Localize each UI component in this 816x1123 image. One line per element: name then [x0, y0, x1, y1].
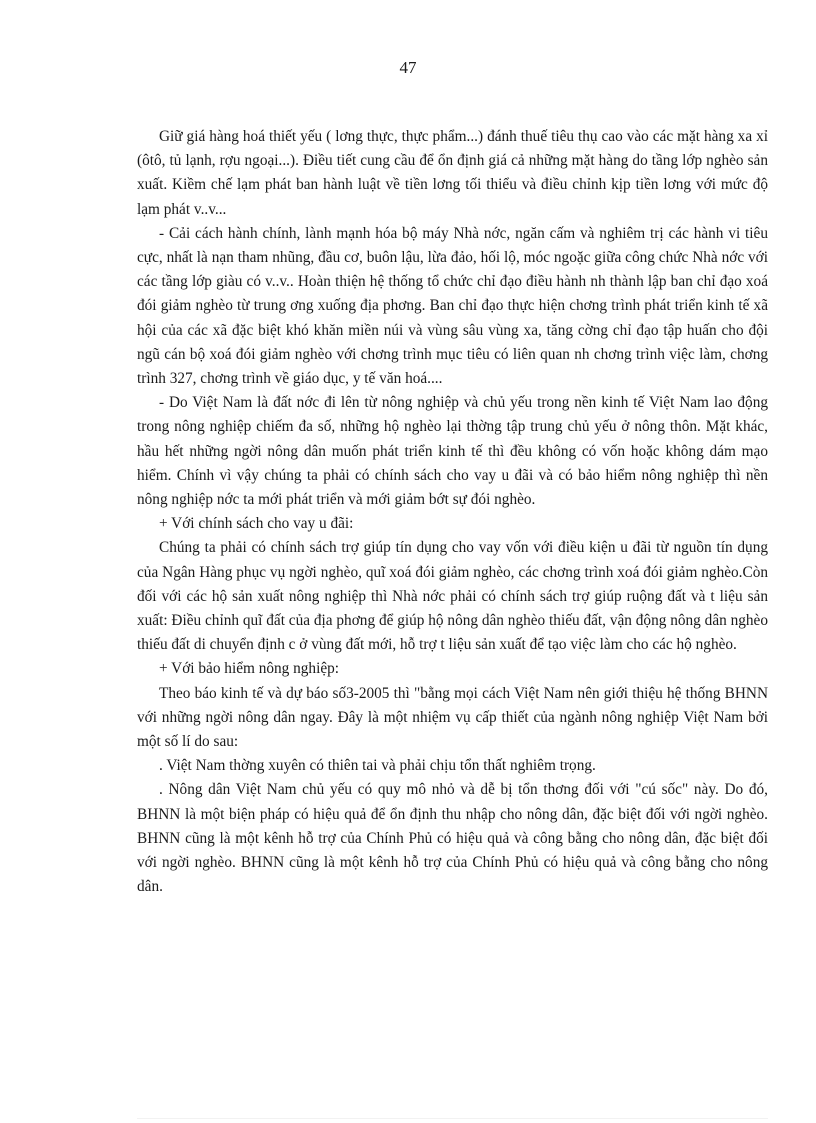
subheading-preferential-loans: + Với chính sách cho vay u đãi: [159, 515, 354, 533]
paragraph-insurance-intro: Theo báo kinh tế và dự báo số3-2005 thì "bằng mọi cách Việt Nam nên giới thiệu hệ thống BHNN với những ngời nông dân ngay. Đây là một nhiệm vụ cấp thiết của ngành nông nghiệp Việt Nam bởi một số lí do sau: [137, 684, 768, 751]
subheading-agricultural-insurance: + Với bảo hiểm nông nghiệp: [159, 660, 340, 678]
page-bottom-edge [137, 1118, 768, 1119]
paragraph-credit-support: Chúng ta phải có chính sách trợ giúp tín dụng cho vay vốn với điều kiện u đãi từ nguồn tín dụng của Ngân Hàng phục vụ ngời nghèo, quĩ xoá đói giảm nghèo, các chơng trình xoá đói giảm nghèo.Còn đối với các hộ sản xuất nông nghiệp thì Nhà nớc phải có chính sách trợ giúp ruộng đất và t liệu sản xuất: Điều chỉnh quĩ đất của địa phơng để giúp hộ nông dân nghèo thiếu đất, vận động nông dân nghèo thiếu đất di chuyển định c ở vùng đất mới, hỗ trợ t liệu sản xuất để tạo việc làm cho các hộ nghèo. [137, 539, 768, 654]
paragraph-price-control: Giữ giá hàng hoá thiết yếu ( lơng thực, thực phẩm...) đánh thuế tiêu thụ cao vào các mặt hàng xa xỉ (ôtô, tủ lạnh, rợu ngoại...). Điều tiết cung cầu để ổn định giá cả những mặt hàng do tầng lớp nghèo sản xuất. Kiềm chế lạm phát ban hành luật về tiền lơng tối thiểu và điều chỉnh kịp tiền lơng với mức độ lạm phát v..v... [137, 128, 768, 218]
paragraph-reason-disasters: . Việt Nam thờng xuyên có thiên tai và phải chịu tổn thất nghiêm trọng. [159, 757, 596, 775]
paragraph-administrative-reform: - Cải cách hành chính, lành mạnh hóa bộ máy Nhà nớc, ngăn cấm và nghiêm trị các hành vi tiêu cực, nhất là nạn tham nhũng, đầu cơ, buôn lậu, lừa đảo, hối lộ, móc ngoặc giữa công chức Nhà nớc với các tầng lớp giàu có v..v.. Hoàn thiện hệ thống tổ chức chỉ đạo điều hành nh thành lập ban chỉ đạo xoá đói giảm nghèo từ trung ơng xuống địa phơng. Ban chỉ đạo thực hiện chơng trình phát triển kinh tế xã hội của các xã đặc biệt khó khăn miền núi và vùng sâu vùng xa, tăng cờng chỉ đạo tập huấn cho đội ngũ cán bộ xoá đói giảm nghèo với chơng trình mục tiêu có liên quan nh chơng trình việc làm, chơng trình 327, chơng trình về giáo dục, y tế văn hoá.... [137, 224, 768, 388]
paragraph-agriculture-context: - Do Việt Nam là đất nớc đi lên từ nông nghiệp và chủ yếu trong nền kinh tế Việt Nam lao động trong nông nghiệp chiếm đa số, những hộ nghèo lại thờng tập trung chủ yếu ở nông thôn. Mặt khác, hầu hết những ngời nông dân muốn phát triển kinh tế thì đều không có vốn hoặc không dám mạo hiểm. Chính vì vậy chúng ta phải có chính sách cho vay u đãi và có bảo hiểm nông nghiệp thì nền nông nghiệp nớc ta mới phát triển và mới giảm bớt sự đói nghèo. [137, 394, 768, 509]
paragraph-reason-small-farmers: . Nông dân Việt Nam chủ yếu có quy mô nhỏ và dễ bị tổn thơng đối với "cú sốc" này. Do đó, BHNN là một biện pháp có hiệu quả để ổn định thu nhập cho nông dân, đặc biệt đối với ngời nghèo. BHNN cũng là một kênh hỗ trợ của Chính Phủ có hiệu quả và công bằng cho nông dân, đặc biệt đối với ngời nghèo. BHNN cũng là một kênh hỗ trợ của Chính Phủ có hiệu quả và công bằng cho nông dân. [137, 781, 768, 896]
page-number: 47 [399, 58, 417, 77]
body-text [137, 125, 768, 900]
